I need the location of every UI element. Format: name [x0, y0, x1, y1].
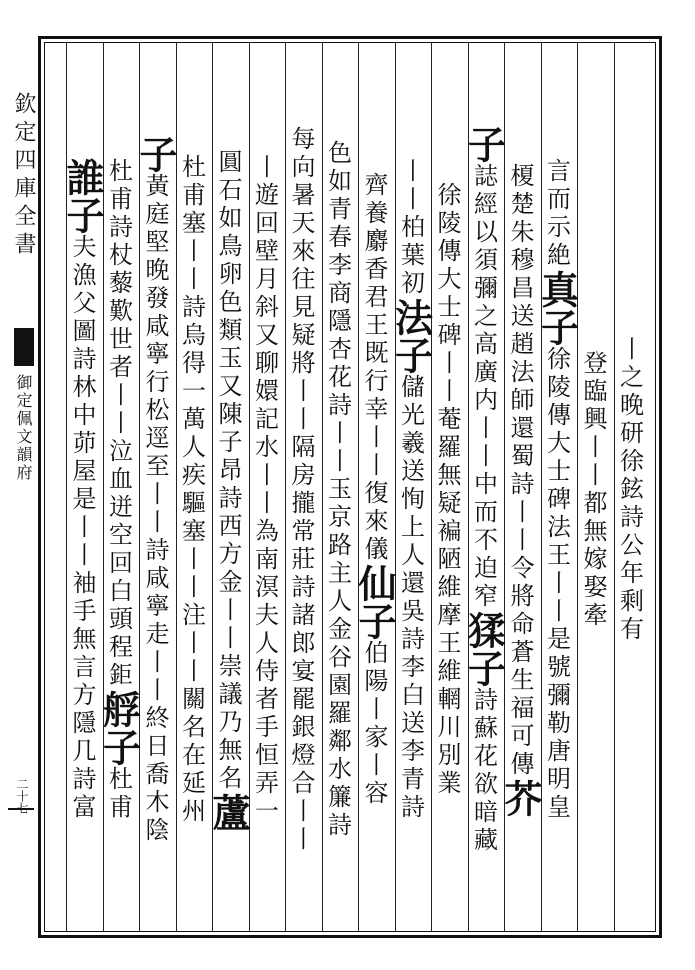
page-number: 二十七 [15, 778, 29, 814]
entry-text: 杜甫詩杖藜歎世者丨丨泣血迸空回白頭程鉅 [104, 158, 133, 690]
text-column [498, 50, 543, 930]
entry-headword: 仙子 [352, 564, 397, 640]
entry-text: 登臨興丨丨都無嫁娶牽 [579, 350, 607, 630]
entry-text: 色如青春李商隱杏花詩丨丨玉京路主人金谷園羅鄰水簾詩 [323, 140, 352, 840]
text-column [176, 50, 212, 930]
page-margin [0, 36, 38, 938]
entry-text: 黃庭堅晚發咸寧行松逕至丨丨詩咸寧走丨丨終日喬木陰 [141, 173, 169, 845]
entry-text: 送趙法師還蜀詩丨丨令將命蒼生福可傳 [506, 303, 534, 779]
text-column [388, 50, 434, 930]
entry-text: 誌經以須彌之高廣内丨丨中而不迫窄 [469, 163, 498, 611]
entry-text: 杜甫塞丨丨詩烏得一萬人疾驅塞丨丨注丨丨關名在延州 [177, 154, 206, 826]
text-column [432, 50, 468, 930]
entry-text: 言而示絶 [542, 158, 571, 270]
entry-text: 丨丨柏葉初 [396, 158, 425, 298]
text-column [534, 50, 580, 930]
entry-headword: 猱子 [461, 611, 507, 687]
entry-text: 李白送李青詩 [396, 654, 425, 822]
entry-headword: 子 [461, 125, 507, 163]
entry-headword: 芥 [498, 779, 543, 817]
entry-text: 徐陵傳大士碑丨丨菴羅無疑褊陋維摩 [433, 182, 461, 630]
text-column [286, 50, 322, 930]
entry-text: 君王既行幸丨丨復來儀 [360, 284, 388, 564]
entry-headword: 法子 [388, 298, 434, 374]
entry-text: 徐陵傳大士碑法王丨丨是號彌勒唐明皇 [542, 346, 571, 822]
entry-text: 圓石如鳥卵色類玉又陳子昂詩西方金丨丨崇議乃無名 [214, 149, 242, 793]
sub-title: 御定佩文韻府 [14, 374, 33, 482]
book-title: 欽定四庫全書 [11, 92, 36, 260]
text-column [578, 50, 614, 930]
entry-text: 詩富 [68, 766, 96, 822]
text-column [352, 50, 397, 930]
entry-text: 王維輞川別業 [433, 630, 461, 798]
entry-headword: 真子 [534, 270, 580, 346]
entry-headword: 艀子 [96, 690, 142, 766]
text-column [133, 50, 178, 930]
entry-text: 丨之晚研徐鉉詩公年剩有 [615, 336, 644, 644]
entry-text: 夫漁父圖詩林中茆屋是丨丨袖手無言方隱几 [68, 234, 96, 766]
text-column [96, 50, 142, 930]
entry-headword: 誰子 [60, 158, 105, 234]
fish-tail-mark [14, 328, 34, 366]
entry-text: 榎楚朱穆昌 [506, 163, 534, 303]
entry-text: 杜甫 [104, 766, 133, 822]
text-column [249, 50, 285, 930]
entry-text: 每向暑天來往見疑將丨丨隔房攏常莊詩諸郎宴罷銀燈合丨丨 [287, 126, 315, 854]
text-column [322, 50, 358, 930]
entry-headword: 子 [133, 135, 178, 173]
entry-headword: 蘆 [206, 793, 251, 831]
entry-text: 儲光羲送恂上人還吳詩 [396, 374, 425, 654]
text-column [614, 50, 650, 930]
entry-text: 丨遊回壁月斜又聊嬛記水丨丨為南溟夫人侍者手恒弄一 [250, 154, 279, 826]
text-column [206, 50, 251, 930]
text-column [461, 50, 507, 930]
text-column [60, 50, 105, 930]
entry-text: 詩蘇花欲暗藏 [469, 687, 498, 855]
entry-text: 伯陽丨家丨容 [360, 640, 388, 808]
entry-text: 齊養麝香 [360, 172, 388, 284]
